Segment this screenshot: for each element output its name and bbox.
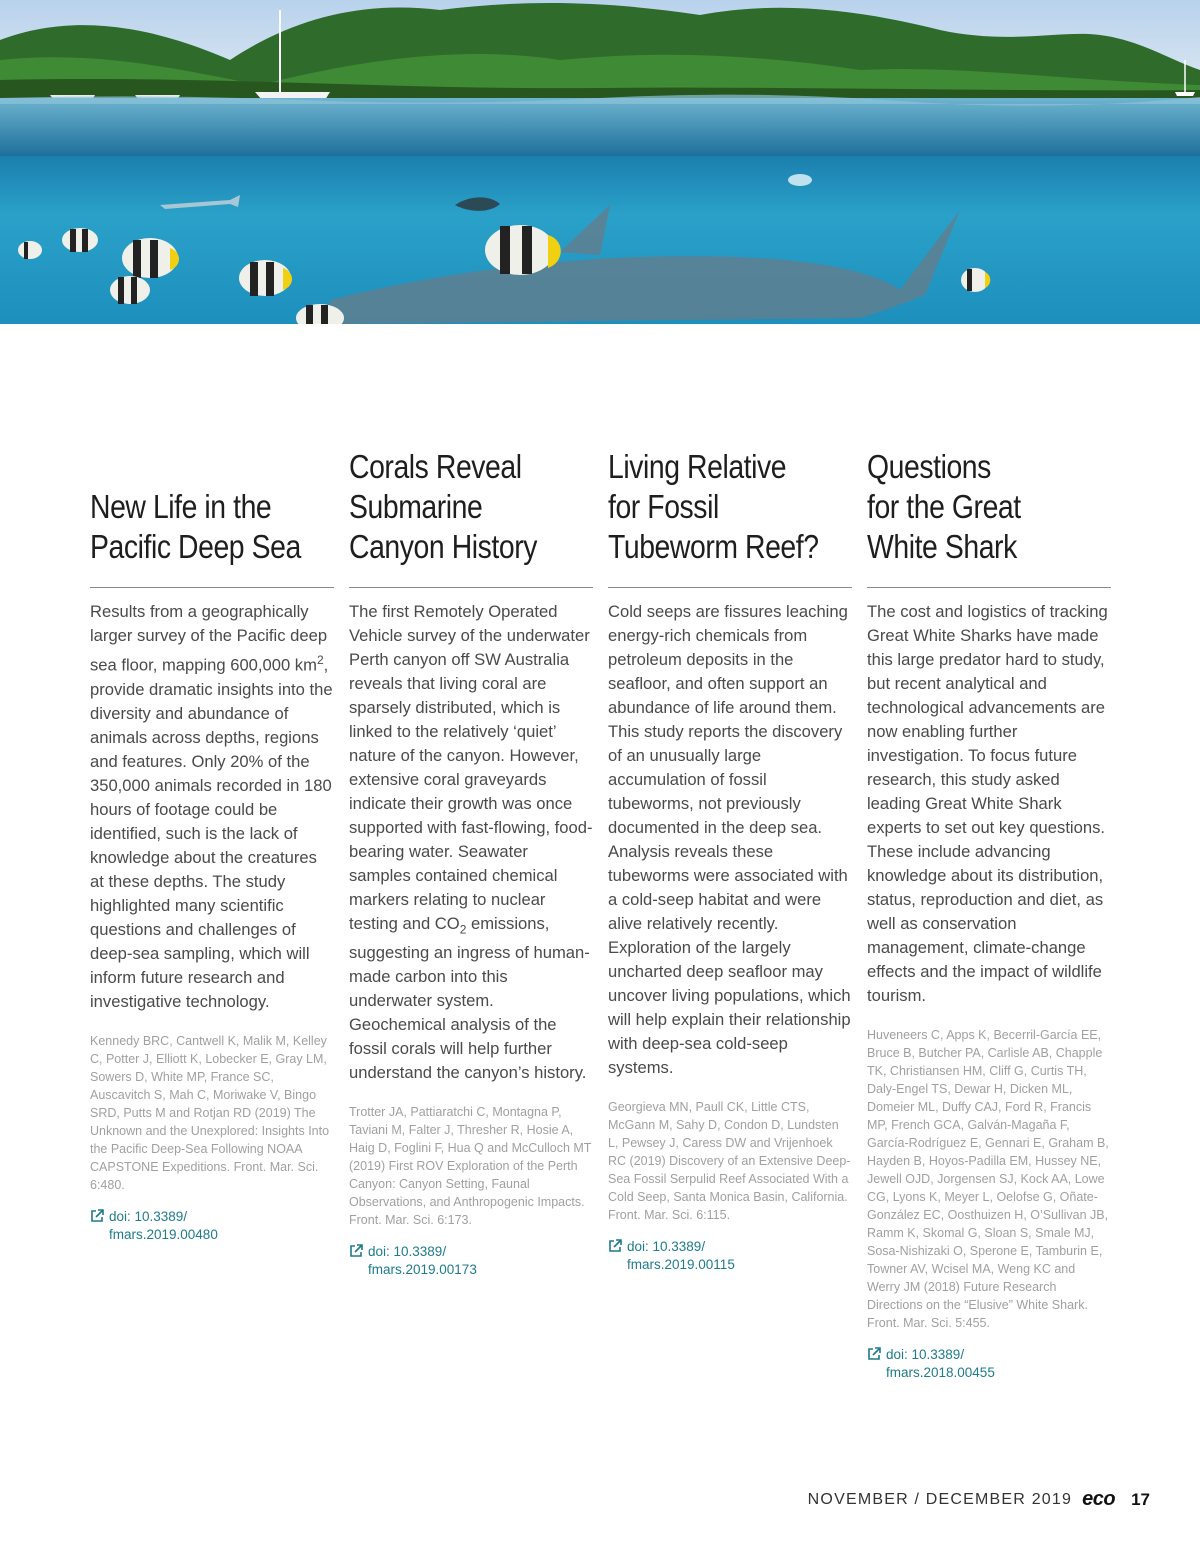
article-body: The cost and logistics of tracking Great White Sharks have made this large predator hard to study, but recent analytical and technological advancements are now enabling further investigation. To focus future research, this study asked leading Great White Shark experts to set out key questions. These include advancing knowledge about its distribution, status, reproduction and diet, as well as conservation management, climate-change effects and the impact of wildlife tourism. xyxy=(867,602,1108,1005)
doi-link[interactable] xyxy=(867,1346,1111,1382)
doi-line: doi: 10.3389/ xyxy=(109,1208,188,1224)
title-line: New Life in the xyxy=(90,488,272,525)
doi-link[interactable] xyxy=(90,1208,334,1244)
doi-text xyxy=(368,1243,477,1279)
article-body: Cold seeps are fissures leaching energy-rich chemicals from petroleum deposits in the seafloor, and often support an abundance of life around them. This study reports the discovery of an unusually large accumulation of fossil tubeworms, not previously documented in the deep sea. Analysis reveals these tubeworms were associated with a cold-seep habitat and were alive relatively recently. Exploration of the largely uncharted deep seafloor may uncover living populations, which will help explain their relationship with deep-sea cold-seep systems. xyxy=(608,602,851,1077)
title-line: for the Great xyxy=(867,488,1021,525)
hero-photo xyxy=(0,0,1200,324)
title-line: White Shark xyxy=(867,528,1017,565)
doi-link[interactable] xyxy=(608,1238,852,1274)
article-title xyxy=(608,447,819,567)
doi-line: doi: 10.3389/ xyxy=(368,1244,447,1260)
title-line: Corals Reveal xyxy=(349,448,522,485)
title-wrap xyxy=(608,440,852,588)
page-footer xyxy=(808,1488,1150,1511)
article-title xyxy=(867,447,1077,567)
external-link-icon xyxy=(867,1347,881,1361)
title-wrap xyxy=(90,440,334,588)
doi-text xyxy=(886,1346,995,1382)
page-number: 17 xyxy=(1131,1489,1150,1509)
body-text: emissions, suggesting an ingress of human-made carbon into this underwater system. Geochemical analysis of the fossil corals will help further understand the canyon’s history. xyxy=(349,914,590,1083)
citation: Kennedy BRC, Cantwell K, Malik M, Kelley C, Potter J, Elliott K, Lobecker E, Gray LM, Sowers D, White MP, France SC, Auscavitch S, Mah C, Moriwake V, Bingo SRD, Putts M and Rotjan RD (2019) The Unknown and the Unexplored: Insights Into the Pacific Deep-Sea Following NOAA CAPSTONE Expeditions. Front. Mar. Sci. 6:480. xyxy=(90,1033,330,1192)
title-wrap xyxy=(349,440,593,588)
doi-text xyxy=(109,1208,218,1244)
doi-text xyxy=(627,1238,735,1274)
external-link-icon xyxy=(90,1209,104,1223)
citation: Huveneers C, Apps K, Becerril-García EE, Bruce B, Butcher PA, Carlisle AB, Chapple TK, Christiansen HM, Cliff G, Curtis TH, Daly-Engel TS, Dewar H, Dicken ML, Domeier ML, Duffy CAJ, Ford R, Francis MP, French GCA, Galván-Magaña F, García-Rodríguez E, Gennari E, Graham B, Hayden B, Hoyos-Padilla EM, Hussey NE, Jewell OJD, Jorgensen SJ, Kock AA, Lowe CG, Lyons K, Meyer L, Oelofse G, Oñate-González EC, Oosthuizen H, O’Sullivan JB, Ramm K, Skomal G, Sloan S, Smale MJ, Sosa-Nishizaki O, Sperone E, Tamburin E, Towner AV, Wcisel MA, Weng KC and Werry JM (2018) Future Research Directions on the “Elusive” White Shark. Front. Mar. Sci. 5:455. xyxy=(867,1028,1109,1330)
citation: Georgieva MN, Paull CK, Little CTS, McGann M, Sahy D, Condon D, Lundsten L, Pewsey J, Caress DW and Vrijenhoek RC (2019) Discovery of an Extensive Deep-Sea Fossil Serpulid Reef Associated With a Cold Seep, Santa Monica Basin, California. Front. Mar. Sci. 6:115. xyxy=(608,1100,851,1222)
title-line: Submarine xyxy=(349,488,483,525)
external-link-icon xyxy=(608,1239,622,1253)
article-body xyxy=(90,600,334,1014)
article-white-shark xyxy=(867,440,1111,1382)
doi-line: doi: 10.3389/ xyxy=(886,1347,965,1362)
doi-line: fmars.2019.00173 xyxy=(368,1262,477,1278)
article-new-life xyxy=(90,440,334,1244)
title-line: for Fossil xyxy=(608,488,719,525)
title-wrap xyxy=(867,440,1111,588)
title-line: Canyon History xyxy=(349,528,537,565)
magazine-logo: eco xyxy=(1082,1488,1116,1510)
article-tubeworm xyxy=(608,440,852,1274)
title-line: Tubeworm Reef? xyxy=(608,528,819,565)
body-text: The first Remotely Operated Vehicle survey of the underwater Perth canyon off SW Australia reveals that living coral are sparsely distributed, which is linked to the relatively ‘quiet’ nature of the canyon. However, extensive coral graveyards indicate their growth was once supported with fast-flowing, food-bearing water. Seawater samples contained chemical markers relating to nuclear testing and CO xyxy=(349,602,593,933)
subscript: 2 xyxy=(459,922,467,937)
external-link-icon xyxy=(349,1244,363,1258)
doi-line: doi: 10.3389/ xyxy=(627,1239,706,1254)
article-title xyxy=(90,487,301,567)
doi-link[interactable] xyxy=(349,1243,593,1279)
issue-date: NOVEMBER / DECEMBER 2019 xyxy=(807,1490,1073,1508)
title-line: Living Relative xyxy=(608,448,787,485)
article-title xyxy=(349,447,559,567)
doi-line: fmars.2019.00480 xyxy=(109,1226,218,1242)
body-text: , provide dramatic insights into the diversity and abundance of animals across depths, regions and features. Only 20% of the 350,000 animals recorded in 180 hours of footage could be identified, such is the lack of knowledge about the creatures at these depths. The study highlighted many scientific questions and challenges of deep-sea sampling, which will inform future research and investigative technology. xyxy=(90,655,333,1011)
article-body xyxy=(349,600,593,1085)
doi-line: fmars.2019.00115 xyxy=(627,1257,735,1272)
title-line: Pacific Deep Sea xyxy=(90,528,301,565)
article-corals xyxy=(349,440,593,1279)
citation: Trotter JA, Pattiaratchi C, Montagna P, Taviani M, Falter J, Thresher R, Hosie A, Haig D, Foglini F, Hua Q and McCulloch MT (2019) First ROV Exploration of the Perth Canyon: Canyon Setting, Faunal Observations, and Anthropogenic Impacts. Front. Mar. Sci. 6:173. xyxy=(349,1105,592,1228)
superscript: 2 xyxy=(316,653,324,667)
title-line: Questions xyxy=(867,448,991,485)
body-text: Results from a geographically larger survey of the Pacific deep sea floor, mapping 600,000 km xyxy=(90,602,328,675)
doi-line: fmars.2018.00455 xyxy=(886,1365,995,1380)
